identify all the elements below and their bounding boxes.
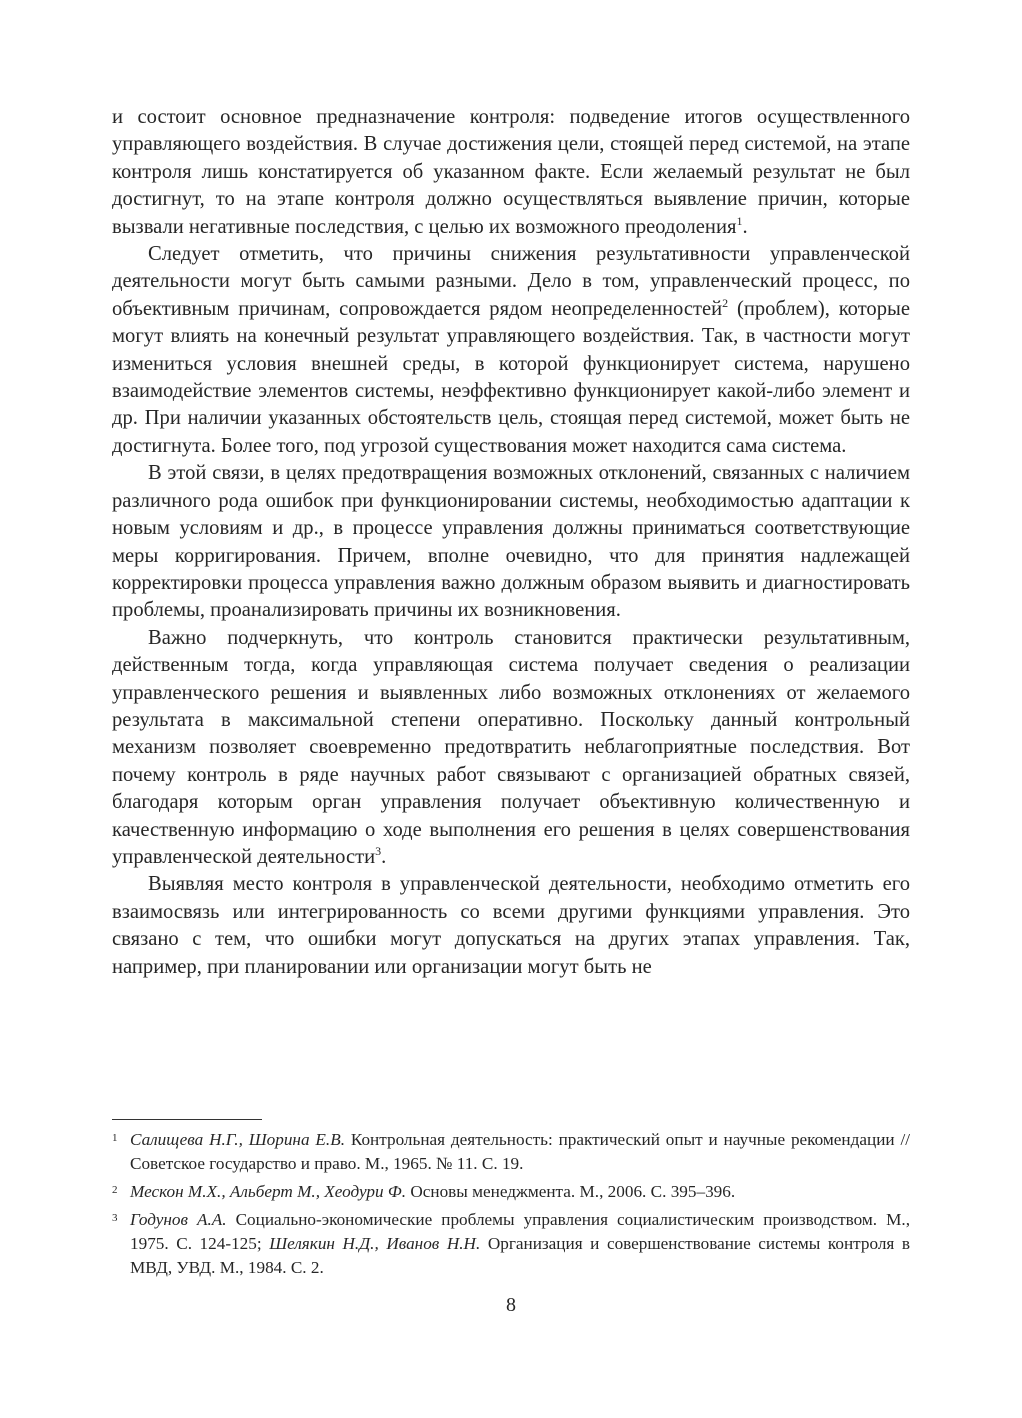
page-number: 8 bbox=[506, 1294, 516, 1316]
footnote-2: 2 Мескон М.Х., Альберт М., Хеодури Ф. Основы менеджмента. М., 2006. С. 395–396. bbox=[112, 1180, 910, 1204]
paragraph-5: Выявляя место контроля в управленческой деятельности, необходимо отметить его взаимосвязь или интегрированность со всеми другими функциями управления. Это связано с тем, что ошибки могут допускаться на других этапах управления. Так, например, при планировании или организации могут быть не bbox=[112, 873, 910, 978]
footnote-1: 1 Салищева Н.Г., Шорина Е.В. Контрольная деятельность: практический опыт и научные рекомендации // Советское государство и право. М., 1965. № 11. С. 19. bbox=[112, 1128, 910, 1176]
paragraph-2: Следует отметить, что причины снижения результативности управленческой деятельности могут быть самыми разными. Дело в том, управленческий процесс, по объективным причинам, сопровождается рядом неопределенностей$^2$ (проблем), которые могут влиять на конечный результат управляющего воздействия. Так, в частности могут измениться условия внешней среды, в которой функционирует система, нарушено взаимодействие элементов системы, неэффективно функционирует какой-либо элемент и др. При наличии указанных обстоятельств цель, стоящая перед системой, может быть не достигнута. Более того, под угрозой существования может находится сама система. bbox=[112, 243, 910, 457]
footnote-3: 3 Годунов А.А. Социально-экономические проблемы управления социалистическим производством. М., 1975. С. 124-125; Шелякин Н.Д., Иванов Н.Н. Организация и совершенствование системы контроля в МВД, УВД. М., 1984. С. 2. bbox=[112, 1208, 910, 1280]
footnote-number: 2 bbox=[112, 1184, 118, 1196]
footnotes bbox=[112, 1128, 910, 1284]
paragraph-4: Важно подчеркнуть, что контроль становится практически результативным, действенным тогда, когда управляющая система получает сведения о реализации управленческого решения и выявленных либо возможных отклонениях от желаемого результата в максимальной степени оперативно. Поскольку данный контрольный механизм позволяет своевременно предотвратить неблагоприятные последствия. Вот почему контроль в ряде научных работ связывают с организацией обратных связей, благодаря которым орган управления получает объективную количественную и качественную информацию о ходе выполнения его решения в целях совершенствования управленческой деятельности$^3$. bbox=[112, 626, 910, 868]
footnote-ref-3[interactable]: 3 bbox=[375, 844, 382, 859]
footnote-ref-1[interactable]: 1 bbox=[736, 213, 743, 228]
footnote-author: Годунов А.А. bbox=[130, 1210, 227, 1229]
footnote-number: 3 bbox=[112, 1212, 118, 1224]
footnote-number: 1 bbox=[112, 1132, 118, 1144]
footnote-author: Шелякин Н.Д., Иванов Н.Н. bbox=[269, 1234, 481, 1253]
footnote-ref-2[interactable]: 2 bbox=[722, 295, 729, 310]
footnote-author: Мескон М.Х., Альберт М., Хеодури Ф. bbox=[130, 1182, 407, 1201]
body-text bbox=[112, 104, 910, 981]
paragraph-1: и состоит основное предназначение контроля: подведение итогов осуществленного управляющего воздействия. В случае достижения цели, стоящей перед системой, на этапе контроля лишь констатируется об указанном факте. Если желаемый результат не был достигнут, то на этапе контроля должно осуществляться выявление причин, которые вызвали негативные последствия, с целью их возможного преодоления$^1$. bbox=[112, 106, 910, 238]
paragraph-3: В этой связи, в целях предотвращения возможных отклонений, связанных с наличием различного рода ошибок при функционировании системы, необходимостью адаптации к новым условиям и др., в процессе управления должны приниматься соответствующие меры корригирования. Причем, вполне очевидно, что для принятия надлежащей корректировки процесса управления важно должным образом выявить и диагностировать проблемы, проанализировать причины их возникновения. bbox=[112, 462, 910, 622]
footnote-author: Салищева Н.Г., Шорина Е.В. bbox=[130, 1130, 345, 1149]
footnote-divider bbox=[112, 1119, 262, 1120]
